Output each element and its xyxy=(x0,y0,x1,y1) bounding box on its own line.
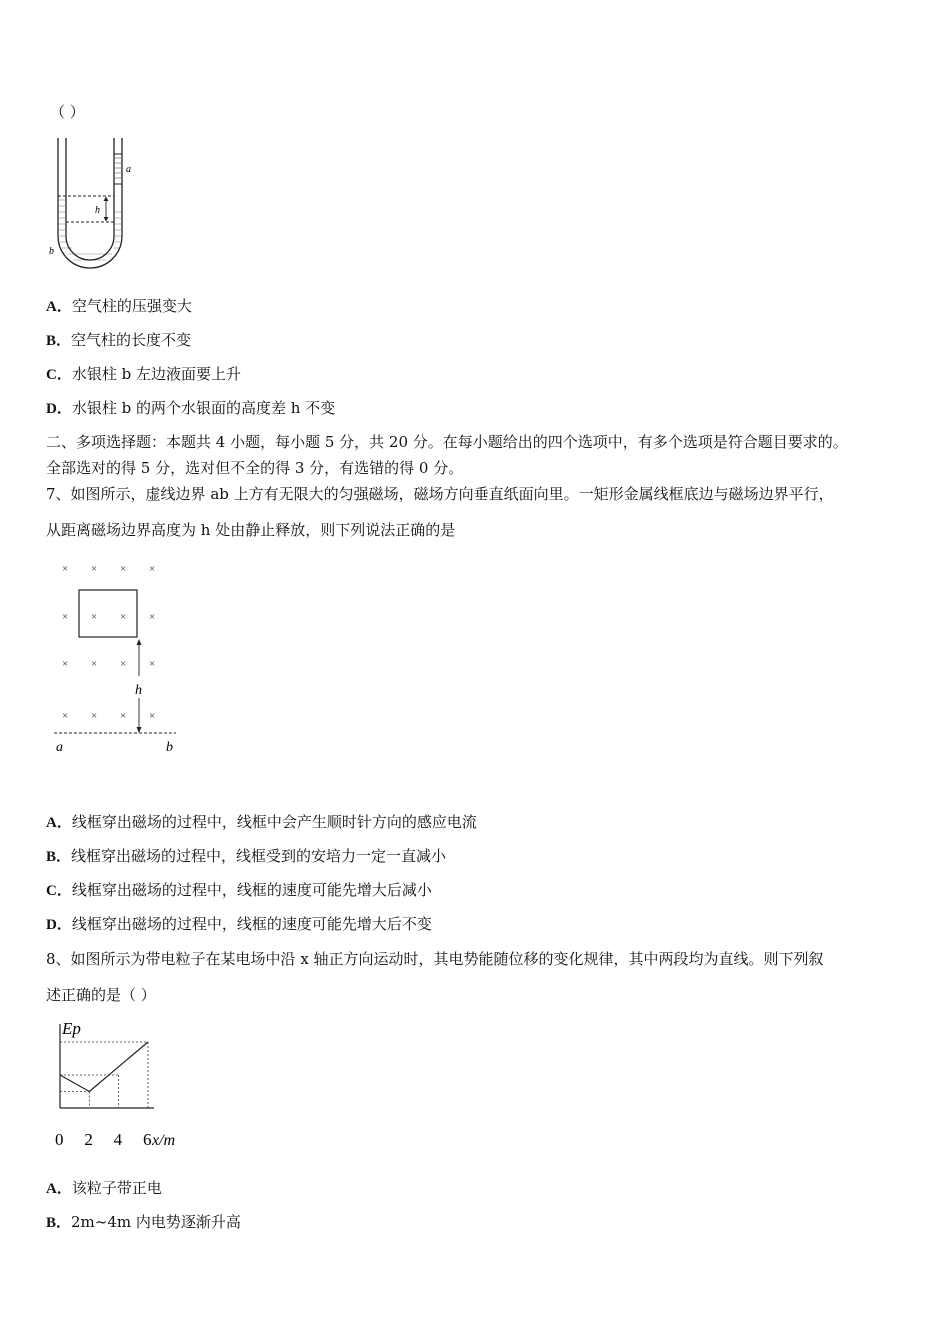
svg-text:×: × xyxy=(62,611,69,623)
svg-text:×: × xyxy=(62,710,69,722)
q7-stem-line2: 从距离磁场边界高度为 h 处由静止释放，则下列说法正确的是 xyxy=(46,521,456,539)
x-tick-4: 4 xyxy=(113,1130,123,1149)
q7-option-a: A．线框穿出磁场的过程中，线框中会产生顺时针方向的感应电流 xyxy=(46,813,477,831)
q7-option-d: D．线框穿出磁场的过程中，线框的速度可能先增大后不变 xyxy=(46,915,432,933)
svg-text:×: × xyxy=(91,563,98,575)
x-tick-6: 6 xyxy=(143,1130,152,1149)
q7-option-c: C．线框穿出磁场的过程中，线框的速度可能先增大后减小 xyxy=(46,881,432,899)
x-tick-0: 0 xyxy=(55,1130,64,1149)
q6-label-a: a xyxy=(126,164,131,175)
q7-magnetic-field-figure xyxy=(50,556,190,756)
q6-label-b: b xyxy=(49,246,54,257)
svg-text:×: × xyxy=(149,710,156,722)
ep-segment-1 xyxy=(60,1075,89,1092)
q7-label-h: h xyxy=(135,683,142,698)
svg-text:×: × xyxy=(62,563,69,575)
q8-stem-line1: 8、如图所示为带电粒子在某电场中沿 x 轴正方向运动时，其电势能随位移的变化规律，其中两段均为直线。则下列叙 xyxy=(46,950,824,968)
q8-option-b: B．2m~4m 内电势逐渐升高 xyxy=(46,1213,241,1231)
q7-option-b: B．线框穿出磁场的过程中，线框受到的安培力一定一直减小 xyxy=(46,847,447,865)
q6-option-b: B．空气柱的长度不变 xyxy=(46,331,192,349)
q6-column-a-hatch xyxy=(115,158,121,178)
svg-text:×: × xyxy=(120,563,127,575)
q6-label-h: h xyxy=(95,205,100,216)
svg-text:×: × xyxy=(120,611,127,623)
svg-text:×: × xyxy=(91,658,98,670)
q7-stem-line1: 7、如图所示，虚线边界 ab 上方有无限大的匀强磁场，磁场方向垂直纸面向里。一矩形金属线框底边与磁场边界平行， xyxy=(46,485,834,503)
section2-line1: 二、多项选择题：本题共 4 小题，每小题 5 分，共 20 分。在每小题给出的四个选项中，有多个选项是符合题目要求的。 xyxy=(46,433,848,451)
q6-u-tube-figure xyxy=(44,136,144,274)
svg-text:×: × xyxy=(149,611,156,623)
q8-ep-chart xyxy=(44,1016,194,1152)
svg-text:×: × xyxy=(91,611,98,623)
q7-label-b: b xyxy=(166,740,173,755)
svg-text:×: × xyxy=(120,710,127,722)
svg-text:×: × xyxy=(149,658,156,670)
svg-text:×: × xyxy=(120,658,127,670)
x-tick-2: 2 xyxy=(84,1130,93,1149)
q7-wire-frame xyxy=(79,590,137,637)
svg-text:×: × xyxy=(62,658,69,670)
q8-chart-xlabel: x/m xyxy=(152,1132,176,1149)
q8-chart-ylabel: Ep xyxy=(62,1019,81,1038)
q8-chart-ticks xyxy=(55,1130,152,1149)
q7-field-crosses xyxy=(62,563,155,722)
svg-text:×: × xyxy=(91,710,98,722)
section2-line2: 全部选对的得 5 分，选对但不全的得 3 分，有选错的得 0 分。 xyxy=(46,459,464,477)
q6-answer-bracket: （ ） xyxy=(50,103,85,121)
q8-stem-line2: 述正确的是（ ） xyxy=(46,986,156,1004)
q6-option-a: A．空气柱的压强变大 xyxy=(46,297,192,315)
q6-option-d: D．水银柱 b 的两个水银面的高度差 h 不变 xyxy=(46,399,336,417)
q7-label-a: a xyxy=(56,740,63,755)
q8-option-a: A．该粒子带正电 xyxy=(46,1179,162,1197)
q6-option-c: C．水银柱 b 左边液面要上升 xyxy=(46,365,241,383)
svg-text:×: × xyxy=(149,563,156,575)
q8-chart-guides xyxy=(60,1042,148,1108)
q8-chart-series xyxy=(60,1042,148,1092)
